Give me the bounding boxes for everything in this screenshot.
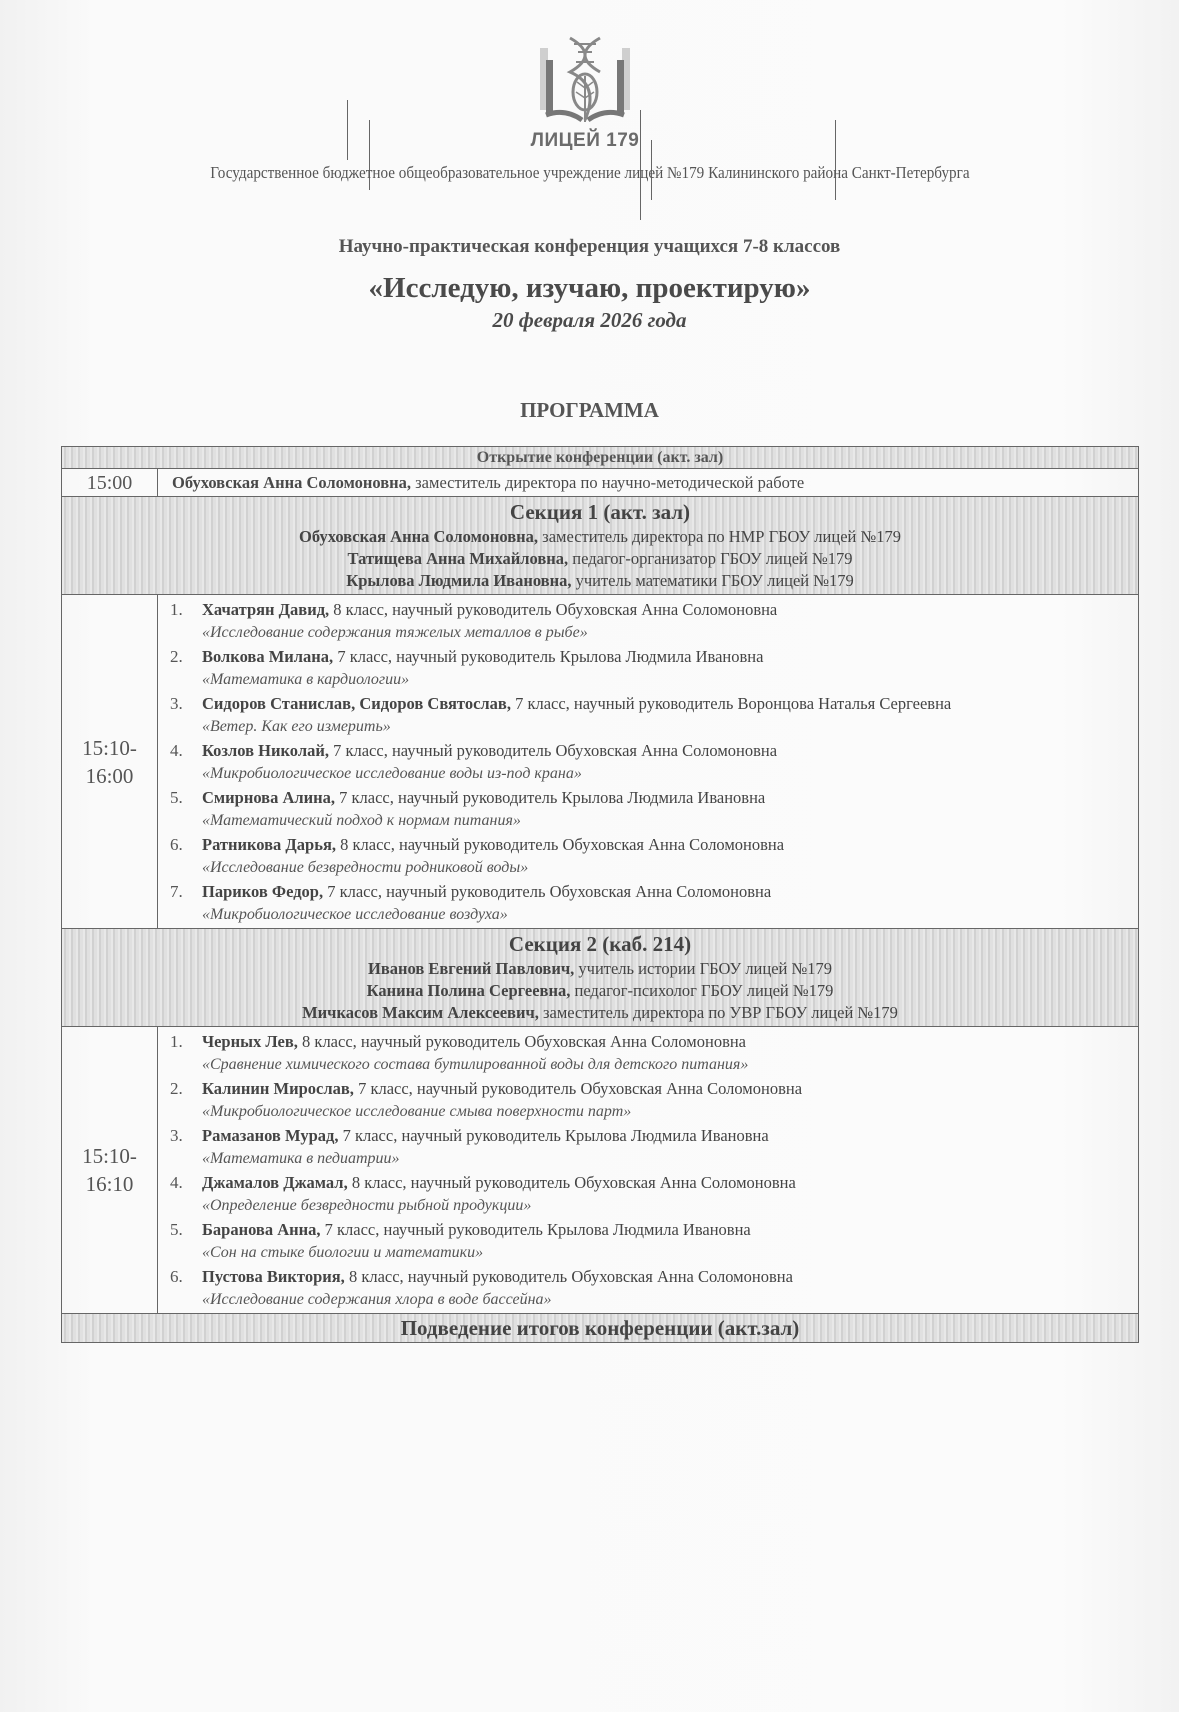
moderator-role: педагог-психолог ГБОУ лицей №179 (570, 981, 834, 1000)
closing-heading: Подведение итогов конференции (акт.зал) (400, 1316, 800, 1340)
section-1-talk-list (158, 595, 1138, 928)
talk-number: 4. (170, 741, 183, 760)
talk-author-line (202, 1170, 1138, 1195)
talk-student: Смирнова Алина, (202, 788, 336, 807)
logo-text: ЛИЦЕЙ 179 (530, 130, 640, 151)
program-heading: ПРОГРАММА (520, 398, 659, 422)
talk-number: 3. (170, 694, 183, 713)
section-2-time-end: 16:10 (85, 1172, 134, 1196)
talk-number: 1. (170, 600, 183, 619)
section-2-time (62, 1027, 158, 1313)
talk-number: 6. (170, 835, 183, 854)
talk-item (170, 785, 1138, 832)
talk-topic: «Микробиологическое исследование воздуха» (202, 906, 508, 923)
talk-item (170, 1170, 1138, 1217)
opening-time: 15:00 (62, 469, 158, 496)
scan-line (835, 120, 836, 200)
talk-item (170, 644, 1138, 691)
talk-author-line (202, 1217, 1138, 1242)
talk-number: 7. (170, 882, 183, 901)
talk-student: Волкова Милана, (202, 647, 334, 666)
section-2-talks-row (62, 1027, 1138, 1314)
talk-topic: «Исследование безвредности родниковой воды» (202, 859, 529, 876)
section-2-moderator (62, 958, 1138, 980)
talk-author-line (202, 1123, 1138, 1148)
talk-number: 4. (170, 1173, 183, 1192)
section-2-moderator (62, 980, 1138, 1002)
section-2-talk-list (158, 1027, 1138, 1313)
talk-topic: «Сравнение химического состава бутилированной воды для детского питания» (202, 1056, 749, 1073)
talk-student: Козлов Николай, (202, 741, 329, 760)
talk-item (170, 832, 1138, 879)
talk-student: Рамазанов Мурад, (202, 1126, 339, 1145)
talk-topic: «Микробиологическое исследование смыва поверхности парт» (202, 1103, 632, 1120)
talk-item (170, 1264, 1138, 1311)
moderator-role: учитель истории ГБОУ лицей №179 (574, 959, 832, 978)
talk-topic: «Математика в педиатрии» (202, 1150, 400, 1167)
conference-date: 20 февраля 2026 года (492, 308, 687, 332)
talk-author-line (202, 832, 1138, 857)
talk-number: 5. (170, 788, 183, 807)
conference-title: «Исследую, изучаю, проектирую» (368, 272, 811, 304)
talk-student: Сидоров Станислав, Сидоров Святослав, (202, 694, 511, 713)
talk-topic: «Определение безвредности рыбной продукции» (202, 1197, 532, 1214)
talk-author-line (202, 785, 1138, 810)
talk-student: Черных Лев, (202, 1032, 298, 1051)
scan-line (347, 100, 348, 160)
moderator-role: учитель математики ГБОУ лицей №179 (571, 571, 854, 590)
talk-number: 3. (170, 1126, 183, 1145)
talk-item (170, 1217, 1138, 1264)
conference-subtitle: Научно-практическая конференция учащихся 7-8 классов (338, 236, 841, 257)
moderator-role: заместитель директора по УВР ГБОУ лицей №179 (538, 1003, 898, 1022)
talk-details: 8 класс, научный руководитель Обуховская Анна Соломоновна (297, 1032, 747, 1051)
moderator-name: Иванов Евгений Павлович, (368, 959, 575, 978)
talk-item (170, 691, 1138, 738)
talk-details: 7 класс, научный руководитель Обуховская Анна Соломоновна (353, 1079, 803, 1098)
talk-number: 2. (170, 647, 183, 666)
talk-item (170, 1076, 1138, 1123)
talk-details: 7 класс, научный руководитель Крылова Людмила Ивановна (333, 647, 764, 666)
moderator-role: педагог-организатор ГБОУ лицей №179 (568, 549, 853, 568)
section-1-title: Секция 1 (акт. зал) (509, 500, 691, 524)
talk-student: Джамалов Джамал, (202, 1173, 348, 1192)
talk-author-line (202, 1029, 1138, 1054)
talk-item (170, 1123, 1138, 1170)
section-1-talks-row (62, 595, 1138, 929)
lyceum-logo (520, 30, 650, 150)
moderator-name: Канина Полина Сергеевна, (366, 981, 571, 1000)
talk-student: Париков Федор, (202, 882, 324, 901)
talk-details: 7 класс, научный руководитель Воронцова Наталья Сергеевна (510, 694, 952, 713)
moderator-name: Обуховская Анна Соломоновна, (299, 527, 539, 546)
opening-speaker-name: Обуховская Анна Соломоновна, (172, 473, 412, 492)
program-table (61, 446, 1139, 1343)
moderator-role: заместитель директора по НМР ГБОУ лицей №179 (538, 527, 901, 546)
talk-author-line (202, 597, 1138, 622)
talk-details: 7 класс, научный руководитель Обуховская Анна Соломоновна (323, 882, 772, 901)
talk-author-line (202, 879, 1138, 904)
talk-author-line (202, 644, 1138, 669)
institution-name: Государственное бюджетное общеобразовательное учреждение лицей №179 Калининского района Санкт-Петербурга (210, 163, 970, 182)
talk-number: 5. (170, 1220, 183, 1239)
moderator-name: Мичкасов Максим Алексеевич, (302, 1003, 539, 1022)
talk-item (170, 738, 1138, 785)
section-1-time-start: 15:10- (82, 735, 137, 760)
talk-student: Хачатрян Давид, (202, 600, 330, 619)
talk-author-line (202, 691, 1138, 716)
talk-topic: «Ветер. Как его измерить» (202, 718, 391, 735)
talk-student: Баранова Анна, (202, 1220, 321, 1239)
talk-student: Калинин Мирослав, (202, 1079, 354, 1098)
talk-details: 7 класс, научный руководитель Крылова Людмила Ивановна (320, 1220, 751, 1239)
talk-student: Пустова Виктория, (202, 1267, 345, 1286)
talk-details: 7 класс, научный руководитель Крылова Людмила Ивановна (338, 1126, 769, 1145)
section-2-moderator (62, 1002, 1138, 1024)
section-1-moderator (62, 526, 1138, 548)
talk-topic: «Сон на стыке биологии и математики» (202, 1244, 484, 1261)
talk-number: 2. (170, 1079, 183, 1098)
talk-details: 7 класс, научный руководитель Обуховская Анна Соломоновна (328, 741, 778, 760)
section-2-header (62, 929, 1138, 1027)
talk-item (170, 1029, 1138, 1076)
section-2-title: Секция 2 (каб. 214) (508, 932, 692, 956)
talk-item (170, 597, 1138, 644)
talk-topic: «Математический подход к нормам питания» (202, 812, 521, 829)
talk-topic: «Математика в кардиологии» (202, 671, 410, 688)
opening-speaker (158, 469, 804, 496)
book-dna-leaf-icon (520, 30, 650, 130)
section-1-time-end: 16:00 (85, 763, 134, 788)
talk-student: Ратникова Дарья, (202, 835, 336, 854)
opening-row (62, 469, 1138, 497)
talk-author-line (202, 738, 1138, 763)
talk-topic: «Микробиологическое исследование воды из-под крана» (202, 765, 582, 782)
talk-details: 8 класс, научный руководитель Обуховская Анна Соломоновна (336, 835, 785, 854)
opening-speaker-role: заместитель директора по научно-методической работе (411, 473, 805, 492)
talk-details: 7 класс, научный руководитель Крылова Людмила Ивановна (335, 788, 766, 807)
closing-row (62, 1314, 1138, 1342)
moderator-name: Татищева Анна Михайловна, (347, 549, 569, 568)
talk-author-line (202, 1076, 1138, 1101)
talk-author-line (202, 1264, 1138, 1289)
opening-heading-row (62, 447, 1138, 469)
section-1-moderator (62, 548, 1138, 570)
moderator-name: Крылова Людмила Ивановна, (346, 571, 572, 590)
opening-heading: Открытие конференции (акт. зал) (476, 449, 724, 466)
talk-number: 1. (170, 1032, 183, 1051)
talk-number: 6. (170, 1267, 183, 1286)
talk-details: 8 класс, научный руководитель Обуховская Анна Соломоновна (329, 600, 778, 619)
section-1-moderator (62, 570, 1138, 592)
talk-item (170, 879, 1138, 926)
talk-topic: «Исследование содержания тяжелых металлов в рыбе» (202, 624, 588, 641)
talk-topic: «Исследование содержания хлора в воде бассейна» (202, 1291, 552, 1308)
section-1-header (62, 497, 1138, 595)
section-2-time-start: 15:10- (82, 1144, 137, 1168)
talk-details: 8 класс, научный руководитель Обуховская Анна Соломоновна (347, 1173, 796, 1192)
section-1-time (62, 595, 158, 928)
talk-details: 8 класс, научный руководитель Обуховская Анна Соломоновна (344, 1267, 793, 1286)
